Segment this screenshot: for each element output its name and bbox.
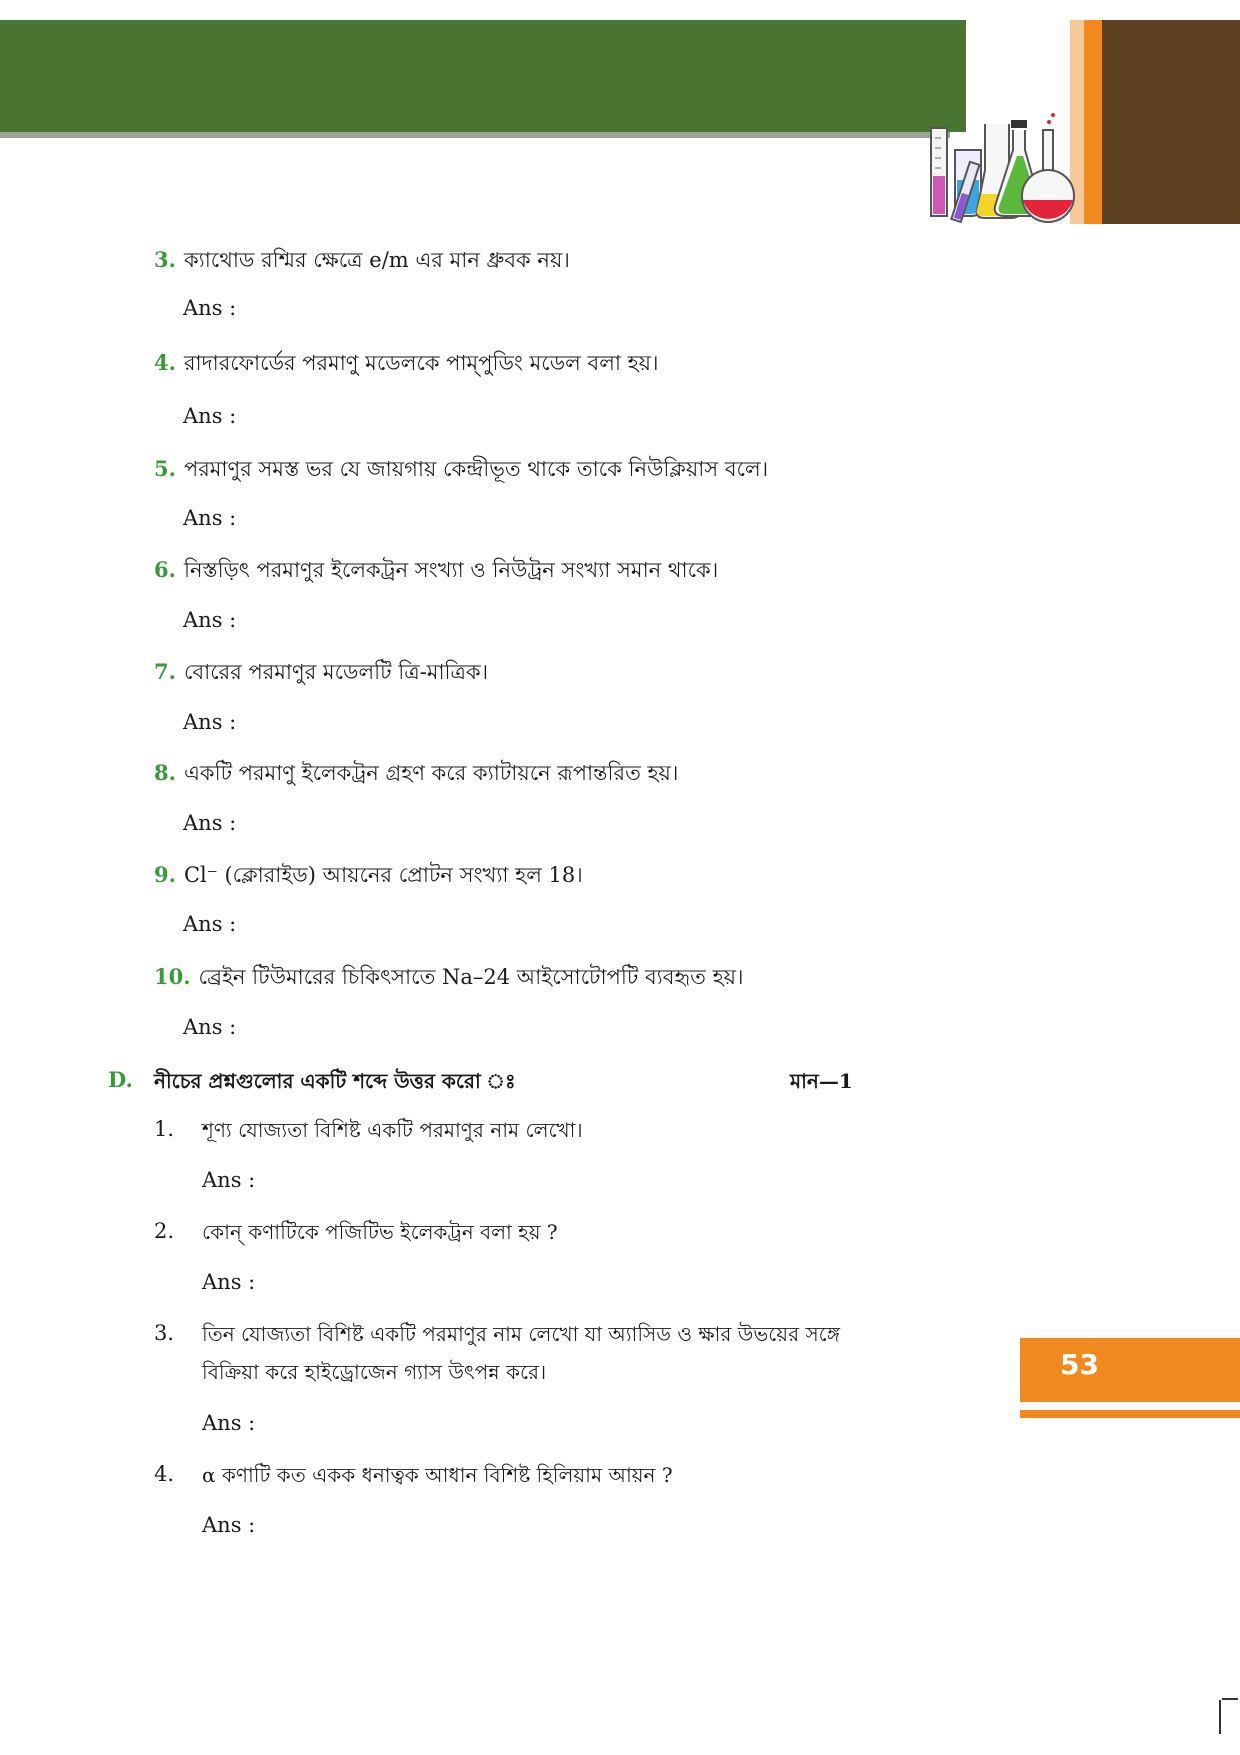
question-d-1-number: 1. [154,1117,175,1141]
question-number: 9. [154,862,176,887]
answer-label: Ans : [202,1513,256,1537]
question-c-9 [154,861,583,889]
question-number: 4. [154,350,176,375]
page-number: 53 [1060,1348,1099,1381]
answer-label: Ans : [202,1270,256,1294]
answer-label: Ans : [183,296,237,320]
answer-label: Ans : [202,1411,256,1435]
question-d-2-text: কোন্ কণাটিকে পজিটিভ ইলেকট্রন বলা হয় ? [202,1220,558,1244]
question-c-3 [154,246,570,274]
lab-flasks-icon [925,110,1100,228]
question-number: 3. [154,247,176,272]
header-shadow [0,132,950,138]
question-c-4 [154,349,659,377]
answer-label: Ans : [183,404,237,428]
crop-mark-horizontal [1222,1698,1238,1700]
header-band [0,20,966,132]
question-text: বোরের পরমাণুর মডেলটি ত্রি-মাত্রিক। [183,660,489,684]
side-block-brown [1102,20,1240,224]
answer-label: Ans : [183,811,237,835]
question-number: 10. [154,964,191,989]
answer-label: Ans : [183,608,237,632]
section-title: নীচের প্রশ্নগুলোর একটি শব্দে উত্তর করো ঃ [154,1069,516,1093]
question-c-7 [154,658,488,686]
question-text: রাদারফোর্ডের পরমাণু মডেলকে পাম্‌পুডিং মডেল বলা হয়। [183,351,659,375]
question-d-3-text: তিন যোজ্যতা বিশিষ্ট একটি পরমাণুর নাম লেখো যা অ্যাসিড ও ক্ষার উভয়ের সঙ্গে বিক্রিয়া করে হাইড্রোজেন গ্যাস উৎপন্ন করে। [202,1322,840,1384]
question-d-4-number: 4. [154,1462,175,1486]
question-d-1-text: শূণ্য যোজ্যতা বিশিষ্ট একটি পরমাণুর নাম লেখো। [202,1118,583,1142]
section-marks: মান—1 [790,1069,853,1093]
question-c-8 [154,759,678,787]
question-text: ক্যাথোড রশ্মির ক্ষেত্রে e/m এর মান ধ্রুবক নয়। [183,248,570,272]
question-number: 6. [154,557,176,582]
question-text: Cl⁻ (ক্লোরাইড) আয়নের প্রোটন সংখ্যা হল 18। [183,863,583,887]
answer-label: Ans : [183,912,237,936]
question-number: 7. [154,659,176,684]
question-c-6 [154,556,718,584]
page-number-box [1020,1338,1240,1402]
question-number: 5. [154,456,176,481]
question-text: একটি পরমাণু ইলেকট্রন গ্রহণ করে ক্যাটায়নে রূপান্তরিত হয়। [183,761,679,785]
question-d-3-number: 3. [154,1321,175,1345]
answer-label: Ans : [183,506,237,530]
question-c-5 [154,455,768,483]
question-text: নিস্তড়িৎ পরমাণুর ইলেকট্রন সংখ্যা ও নিউট্রন সংখ্যা সমান থাকে। [183,558,719,582]
answer-label: Ans : [202,1168,256,1192]
question-d-4-text: α কণাটি কত একক ধনাত্বক আধান বিশিষ্ট হিলিয়াম আয়ন ? [202,1463,673,1487]
crop-mark-vertical [1219,1700,1221,1734]
question-c-10 [154,963,743,991]
answer-label: Ans : [183,710,237,734]
question-number: 8. [154,760,176,785]
question-text: পরমাণুর সমস্ত ভর যে জায়গায় কেন্দ্রীভূত থাকে তাকে নিউক্লিয়াস বলে। [183,457,769,481]
section-letter: D. [108,1067,133,1092]
question-d-2-number: 2. [154,1219,175,1243]
page-number-underline [1020,1410,1240,1418]
answer-label: Ans : [183,1015,237,1039]
question-text: ব্রেইন টিউমারের চিকিৎসাতে Na–24 আইসোটোপটি ব্যবহৃত হয়। [198,965,744,989]
